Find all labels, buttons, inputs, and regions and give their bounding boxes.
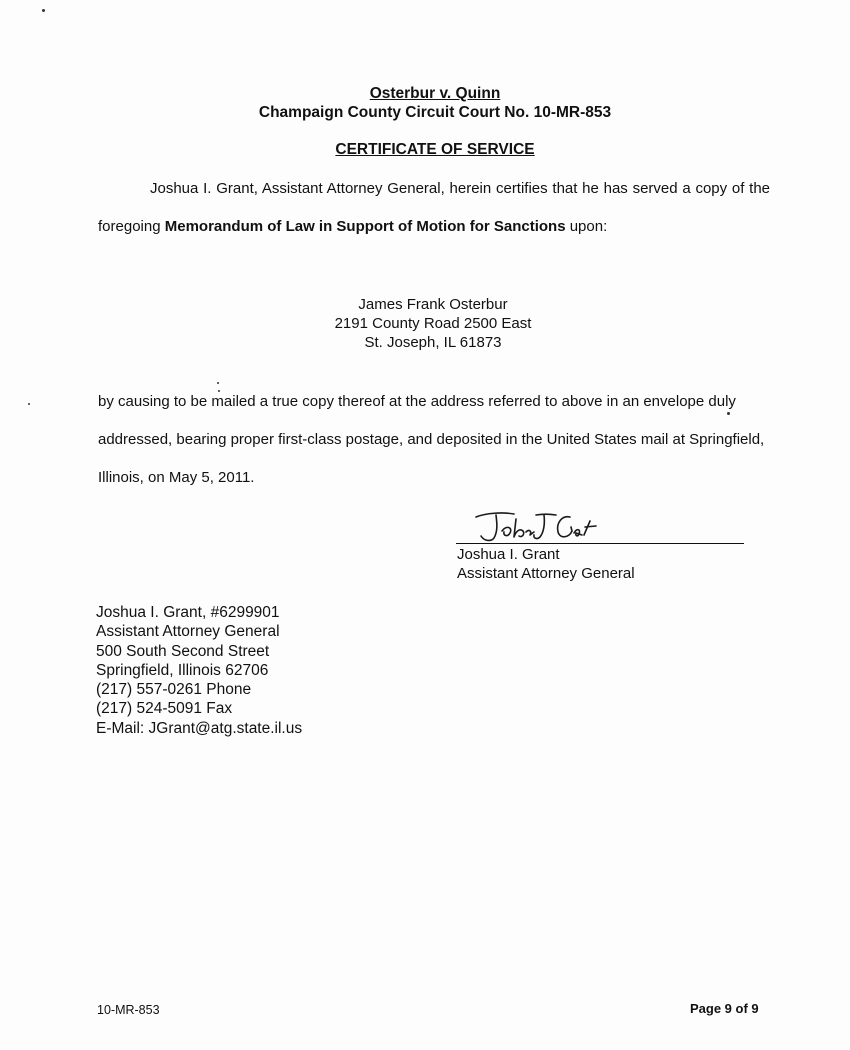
signer-name: Joshua I. Grant xyxy=(457,546,560,563)
scan-speck xyxy=(28,403,30,405)
recipient-street: 2191 County Road 2500 East xyxy=(334,315,532,332)
signature-line xyxy=(456,543,744,544)
certificate-heading: CERTIFICATE OF SERVICE xyxy=(335,141,535,158)
recipient-name: James Frank Osterbur xyxy=(358,296,508,313)
document-name: Memorandum of Law in Support of Motion for Sanctions xyxy=(164,218,566,235)
case-caption xyxy=(0,84,850,122)
signer-title: Assistant Attorney General xyxy=(457,565,635,582)
attorney-contact xyxy=(96,603,302,738)
scan-speck xyxy=(218,390,220,392)
certification-paragraph xyxy=(98,170,770,246)
attorney-phone: (217) 557-0261 Phone xyxy=(96,681,252,699)
attorney-street: 500 South Second Street xyxy=(96,642,270,660)
scan-speck xyxy=(42,9,45,12)
attorney-title: Assistant Attorney General xyxy=(96,623,280,641)
recipient-address xyxy=(0,295,850,352)
footer-case-number: 10-MR-853 xyxy=(97,1003,160,1017)
attorney-city: Springfield, Illinois 62706 xyxy=(96,661,269,679)
footer-page-number: Page 9 of 9 xyxy=(690,1001,759,1016)
handwritten-signature xyxy=(472,505,612,547)
attorney-email: E-Mail: JGrant@atg.state.il.us xyxy=(96,719,303,737)
upon-label: upon: xyxy=(569,218,608,235)
case-title: Osterbur v. Quinn xyxy=(369,85,501,102)
attorney-name: Joshua I. Grant, #6299901 xyxy=(96,604,280,621)
certification-intro: Joshua I. Grant, Assistant Attorney General, herein certifies that he has served a copy of the foregoing xyxy=(98,180,770,235)
scan-speck xyxy=(727,412,730,415)
service-paragraph: by causing to be mailed a true copy thereof at the address referred to above in an envelope duly addressed, bearing proper first-class postage, and deposited in the United States mail at Springfield, Illinois, on May 5, 2011. xyxy=(98,393,765,486)
scan-speck xyxy=(217,382,219,384)
recipient-city: St. Joseph, IL 61873 xyxy=(364,334,502,351)
court-line: Champaign County Circuit Court No. 10-MR-853 xyxy=(258,104,612,121)
signer xyxy=(457,545,635,583)
attorney-fax: (217) 524-5091 Fax xyxy=(96,700,233,718)
